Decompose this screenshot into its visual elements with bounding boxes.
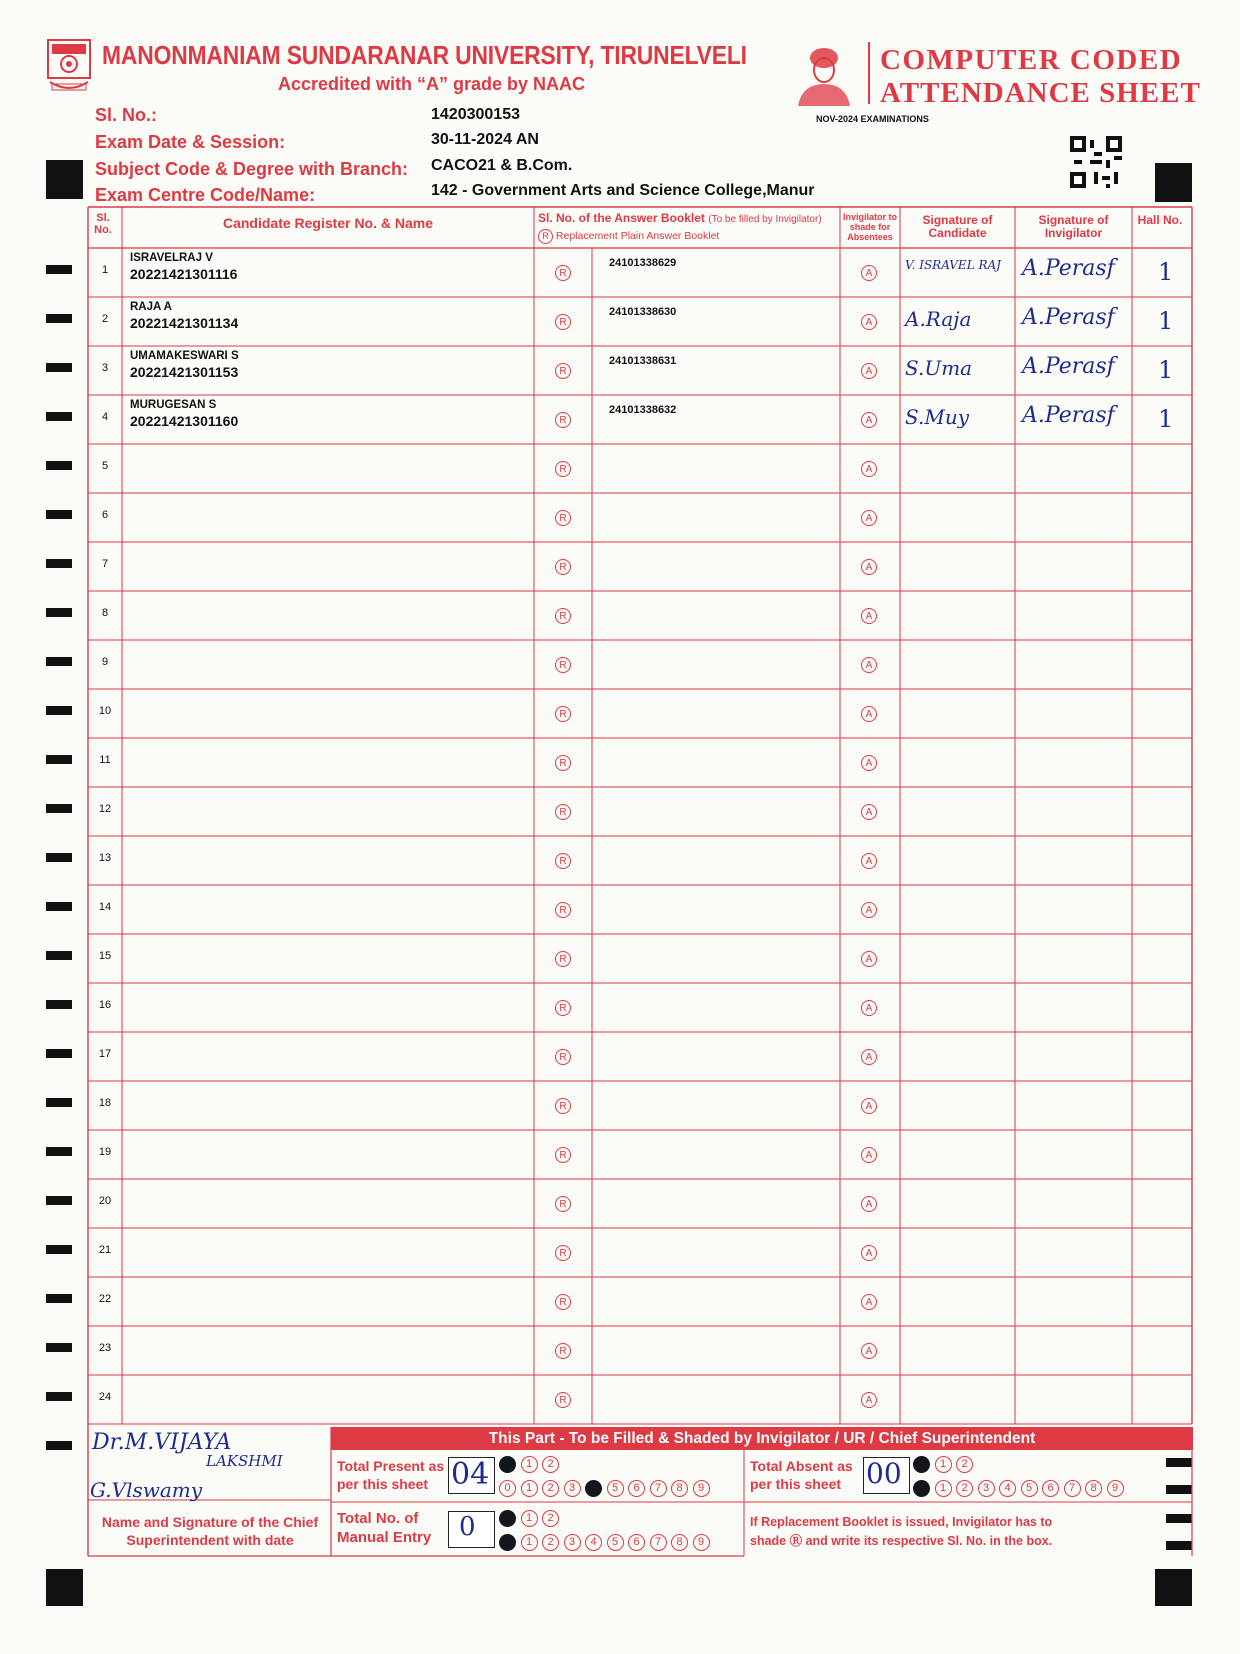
absent-units-bubble-1[interactable]: 1 bbox=[935, 1480, 952, 1497]
total-absent-value: 00 bbox=[866, 1457, 902, 1490]
row-number: 13 bbox=[98, 852, 112, 864]
candidate-name: ISRAVELRAJ V bbox=[130, 252, 213, 264]
col-header-booklet bbox=[534, 212, 848, 225]
row-number: 8 bbox=[101, 607, 109, 619]
field-value-exam-date: 30-11-2024 AN bbox=[431, 131, 539, 148]
replacement-r-bubble[interactable]: R bbox=[555, 559, 571, 575]
invigilator-signature: A.Perasf bbox=[1022, 305, 1115, 330]
manual-units-bubble-7[interactable]: 7 bbox=[650, 1534, 667, 1551]
absent-units-bubble-4[interactable]: 4 bbox=[999, 1480, 1016, 1497]
absentee-a-bubble[interactable]: A bbox=[861, 1343, 877, 1359]
present-units-bubble-5[interactable]: 5 bbox=[607, 1480, 624, 1497]
absentee-a-bubble[interactable]: A bbox=[861, 314, 877, 330]
absentee-a-bubble[interactable]: A bbox=[861, 902, 877, 918]
absentee-a-bubble[interactable]: A bbox=[861, 706, 877, 722]
absent-tens-bubble-1[interactable]: 1 bbox=[935, 1456, 952, 1473]
invigilator-signature: A.Perasf bbox=[1022, 403, 1115, 428]
replacement-header bbox=[538, 229, 719, 244]
absentee-a-bubble[interactable]: A bbox=[861, 412, 877, 428]
manual-tens-bubble-0[interactable]: 0 bbox=[499, 1510, 516, 1527]
present-units-bubble-6[interactable]: 6 bbox=[628, 1480, 645, 1497]
replacement-r-bubble[interactable]: R bbox=[555, 706, 571, 722]
replacement-header-text: Replacement Plain Answer Booklet bbox=[555, 230, 720, 242]
absentee-a-bubble[interactable]: A bbox=[861, 657, 877, 673]
chief-handwriting-name2: LAKSHMI bbox=[206, 1452, 283, 1470]
footer-banner: This Part - To be Filled & Shaded by Invigilator / UR / Chief Superintendent bbox=[331, 1427, 1193, 1450]
row-number: 6 bbox=[101, 509, 109, 521]
replacement-r-bubble[interactable]: R bbox=[555, 1196, 571, 1212]
row-number: 9 bbox=[101, 656, 109, 668]
absentee-a-bubble[interactable]: A bbox=[861, 1196, 877, 1212]
absentee-a-bubble[interactable]: A bbox=[861, 853, 877, 869]
booklet-header-note: (To be filled by Invigilator) bbox=[708, 214, 822, 225]
total-present-value: 04 bbox=[451, 1457, 490, 1492]
manual-tens-bubble-2[interactable]: 2 bbox=[542, 1510, 559, 1527]
field-value-subject: CACO21 & B.Com. bbox=[431, 157, 573, 174]
row-number: 15 bbox=[98, 950, 112, 962]
manual-units-bubble-9[interactable]: 9 bbox=[693, 1534, 710, 1551]
candidate-signature: A.Raja bbox=[905, 307, 972, 331]
answer-booklet-no: 24101338629 bbox=[609, 257, 677, 269]
replacement-r-bubble[interactable]: R bbox=[555, 657, 571, 673]
absent-tens-bubble-2[interactable]: 2 bbox=[956, 1456, 973, 1473]
absentee-a-bubble[interactable]: A bbox=[861, 1294, 877, 1310]
candidate-signature: S.Muy bbox=[905, 405, 970, 429]
replacement-r-bubble[interactable]: R bbox=[555, 951, 571, 967]
row-number: 19 bbox=[98, 1146, 112, 1158]
row-number: 22 bbox=[98, 1293, 112, 1305]
absentee-a-bubble[interactable]: A bbox=[861, 1245, 877, 1261]
col-header-sl-no: Sl. No. bbox=[94, 212, 112, 237]
replacement-r-bubble[interactable]: R bbox=[555, 265, 571, 281]
total-present-box[interactable] bbox=[448, 1457, 495, 1494]
replacement-r-bubble[interactable]: R bbox=[555, 1294, 571, 1310]
row-number: 11 bbox=[99, 754, 111, 766]
candidate-register-no: 20221421301160 bbox=[130, 413, 239, 429]
hall-number: 1 bbox=[1158, 356, 1174, 384]
answer-booklet-no: 24101338632 bbox=[609, 404, 677, 416]
manual-units-bubble-5[interactable]: 5 bbox=[607, 1534, 624, 1551]
replacement-r-bubble[interactable]: R bbox=[555, 461, 571, 477]
absent-units-bubble-5[interactable]: 5 bbox=[1021, 1480, 1038, 1497]
absentee-a-bubble[interactable]: A bbox=[861, 804, 877, 820]
absentee-a-bubble[interactable]: A bbox=[861, 1049, 877, 1065]
replacement-r-bubble[interactable]: R bbox=[555, 363, 571, 379]
sheet-title-line2: ATTENDANCE SHEET bbox=[880, 77, 1201, 109]
chief-superintendent-label: Name and Signature of the Chief Superintendent with date bbox=[101, 1514, 319, 1548]
total-present-label: Total Present as per this sheet bbox=[337, 1458, 445, 1492]
exam-session-label: NOV-2024 EXAMINATIONS bbox=[816, 114, 929, 124]
replacement-r-bubble[interactable]: R bbox=[555, 902, 571, 918]
accreditation: Accredited with “A” grade by NAAC bbox=[278, 74, 586, 94]
total-absent-box[interactable] bbox=[863, 1457, 910, 1494]
col-header-absentee: Invigilator to shade for Absentees bbox=[843, 212, 897, 242]
replacement-r-bubble[interactable]: R bbox=[555, 1343, 571, 1359]
replacement-note: If Replacement Booklet is issued, Invigilator has to shade Ⓡ and write its respective Sl. No. in the box. bbox=[750, 1515, 1053, 1548]
manual-entry-label: Total No. of Manual Entry bbox=[337, 1510, 432, 1546]
absent-units-bubble-0[interactable]: 0 bbox=[913, 1480, 930, 1497]
present-tens-bubble-1[interactable]: 1 bbox=[521, 1456, 538, 1473]
absentee-a-bubble[interactable]: A bbox=[861, 1392, 877, 1408]
booklet-header-title: Sl. No. of the Answer Booklet bbox=[538, 211, 705, 225]
row-number: 3 bbox=[101, 362, 109, 374]
replacement-r-bubble[interactable]: R bbox=[555, 853, 571, 869]
replacement-r-bubble[interactable]: R bbox=[555, 1392, 571, 1408]
candidate-signature: V. ISRAVEL RAJ bbox=[905, 258, 1001, 272]
invigilator-signature: A.Perasf bbox=[1022, 354, 1115, 379]
row-number: 4 bbox=[101, 411, 109, 423]
row-number: 23 bbox=[98, 1342, 112, 1354]
present-units-bubble-9[interactable]: 9 bbox=[693, 1480, 710, 1497]
replacement-r-bubble[interactable]: R bbox=[555, 510, 571, 526]
field-label-exam-date: Exam Date & Session: bbox=[95, 132, 286, 152]
absent-units-bubble-8[interactable]: 8 bbox=[1085, 1480, 1102, 1497]
candidate-name: RAJA A bbox=[130, 301, 172, 313]
absentee-a-bubble[interactable]: A bbox=[861, 510, 877, 526]
answer-booklet-no: 24101338630 bbox=[609, 306, 677, 318]
candidate-register-no: 20221421301153 bbox=[130, 364, 239, 380]
absentee-a-bubble[interactable]: A bbox=[861, 1098, 877, 1114]
field-label-sl-no: Sl. No.: bbox=[95, 105, 157, 125]
hall-number: 1 bbox=[1158, 405, 1174, 433]
replacement-r-icon: R bbox=[538, 229, 553, 244]
manual-tens-bubble-1[interactable]: 1 bbox=[521, 1510, 538, 1527]
replacement-r-bubble[interactable]: R bbox=[555, 1245, 571, 1261]
hall-number: 1 bbox=[1158, 258, 1174, 286]
invigilator-signature: A.Perasf bbox=[1022, 256, 1115, 281]
sheet-title-line1: COMPUTER CODED bbox=[880, 44, 1183, 76]
row-number: 20 bbox=[98, 1195, 112, 1207]
replacement-r-bubble[interactable]: R bbox=[555, 755, 571, 771]
absentee-a-bubble[interactable]: A bbox=[861, 1147, 877, 1163]
manual-units-bubble-3[interactable]: 3 bbox=[564, 1534, 581, 1551]
absentee-a-bubble[interactable]: A bbox=[861, 363, 877, 379]
replacement-r-bubble[interactable]: R bbox=[555, 608, 571, 624]
replacement-r-bubble[interactable]: R bbox=[555, 1098, 571, 1114]
absentee-a-bubble[interactable]: A bbox=[861, 559, 877, 575]
col-header-candidate: Candidate Register No. & Name bbox=[222, 215, 434, 231]
present-tens-bubble-0[interactable]: 0 bbox=[499, 1456, 516, 1473]
manual-units-bubble-8[interactable]: 8 bbox=[671, 1534, 688, 1551]
chief-handwriting-name: Dr.M.VIJAYA bbox=[92, 1430, 232, 1455]
row-number: 1 bbox=[101, 264, 109, 276]
row-number: 2 bbox=[101, 313, 109, 325]
candidate-register-no: 20221421301134 bbox=[130, 315, 239, 331]
manual-units-bubble-6[interactable]: 6 bbox=[628, 1534, 645, 1551]
replacement-r-bubble[interactable]: R bbox=[555, 412, 571, 428]
row-number: 12 bbox=[98, 803, 112, 815]
manual-entry-value: 0 bbox=[459, 1512, 476, 1542]
row-number: 7 bbox=[101, 558, 109, 570]
manual-units-bubble-0[interactable]: 0 bbox=[499, 1534, 516, 1551]
absentee-a-bubble[interactable]: A bbox=[861, 265, 877, 281]
row-number: 16 bbox=[98, 999, 112, 1011]
absent-tens-bubble-0[interactable]: 0 bbox=[913, 1456, 930, 1473]
present-units-bubble-1[interactable]: 1 bbox=[521, 1480, 538, 1497]
manual-units-bubble-4[interactable]: 4 bbox=[585, 1534, 602, 1551]
field-label-centre: Exam Centre Code/Name: bbox=[95, 185, 316, 205]
candidate-register-no: 20221421301116 bbox=[130, 266, 238, 282]
candidate-signature: S.Uma bbox=[905, 356, 973, 380]
total-absent-label: Total Absent as per this sheet bbox=[750, 1458, 853, 1492]
replacement-r-bubble[interactable]: R bbox=[555, 1000, 571, 1016]
present-units-bubble-4[interactable]: 4 bbox=[585, 1480, 602, 1497]
absentee-a-bubble[interactable]: A bbox=[861, 951, 877, 967]
col-header-sig-candidate: Signature of Candidate bbox=[922, 213, 993, 241]
col-header-hall: Hall No. bbox=[1137, 213, 1183, 227]
field-value-centre: 142 - Government Arts and Science College,Manur bbox=[431, 182, 815, 199]
absent-units-bubble-9[interactable]: 9 bbox=[1107, 1480, 1124, 1497]
row-number: 5 bbox=[101, 460, 109, 472]
candidate-name: MURUGESAN S bbox=[130, 399, 217, 411]
absent-units-bubble-2[interactable]: 2 bbox=[956, 1480, 973, 1497]
absentee-a-bubble[interactable]: A bbox=[861, 1000, 877, 1016]
row-number: 18 bbox=[98, 1097, 112, 1109]
absent-units-bubble-7[interactable]: 7 bbox=[1064, 1480, 1081, 1497]
university-name: MANONMANIAM SUNDARANAR UNIVERSITY, TIRUNELVELI bbox=[102, 40, 747, 70]
replacement-r-bubble[interactable]: R bbox=[555, 1147, 571, 1163]
row-number: 17 bbox=[98, 1048, 112, 1060]
manual-units-bubble-2[interactable]: 2 bbox=[542, 1534, 559, 1551]
absentee-a-bubble[interactable]: A bbox=[861, 755, 877, 771]
row-number: 14 bbox=[98, 901, 112, 913]
field-label-subject: Subject Code & Degree with Branch: bbox=[95, 159, 409, 179]
manual-entry-box[interactable] bbox=[448, 1511, 495, 1548]
col-header-sig-invigilator: Signature of Invigilator bbox=[1038, 213, 1109, 241]
answer-booklet-no: 24101338631 bbox=[609, 355, 677, 367]
present-units-bubble-0[interactable]: 0 bbox=[499, 1480, 516, 1497]
absent-units-bubble-6[interactable]: 6 bbox=[1042, 1480, 1059, 1497]
row-number: 10 bbox=[98, 705, 112, 717]
replacement-r-bubble[interactable]: R bbox=[555, 314, 571, 330]
manual-units-bubble-1[interactable]: 1 bbox=[521, 1534, 538, 1551]
field-value-sl-no: 1420300153 bbox=[431, 106, 520, 123]
absentee-a-bubble[interactable]: A bbox=[861, 608, 877, 624]
absent-units-bubble-3[interactable]: 3 bbox=[978, 1480, 995, 1497]
row-number: 24 bbox=[98, 1391, 112, 1403]
candidate-name: UMAMAKESWARI S bbox=[130, 350, 239, 362]
present-tens-bubble-2[interactable]: 2 bbox=[542, 1456, 559, 1473]
row-number: 21 bbox=[98, 1244, 112, 1256]
absentee-a-bubble[interactable]: A bbox=[861, 461, 877, 477]
present-units-bubble-8[interactable]: 8 bbox=[671, 1480, 688, 1497]
replacement-r-bubble[interactable]: R bbox=[555, 804, 571, 820]
present-units-bubble-2[interactable]: 2 bbox=[542, 1480, 559, 1497]
present-units-bubble-3[interactable]: 3 bbox=[564, 1480, 581, 1497]
present-units-bubble-7[interactable]: 7 bbox=[650, 1480, 667, 1497]
replacement-r-bubble[interactable]: R bbox=[555, 1049, 571, 1065]
chief-signature: G.Vlswamy bbox=[90, 1478, 203, 1502]
hall-number: 1 bbox=[1158, 307, 1174, 335]
